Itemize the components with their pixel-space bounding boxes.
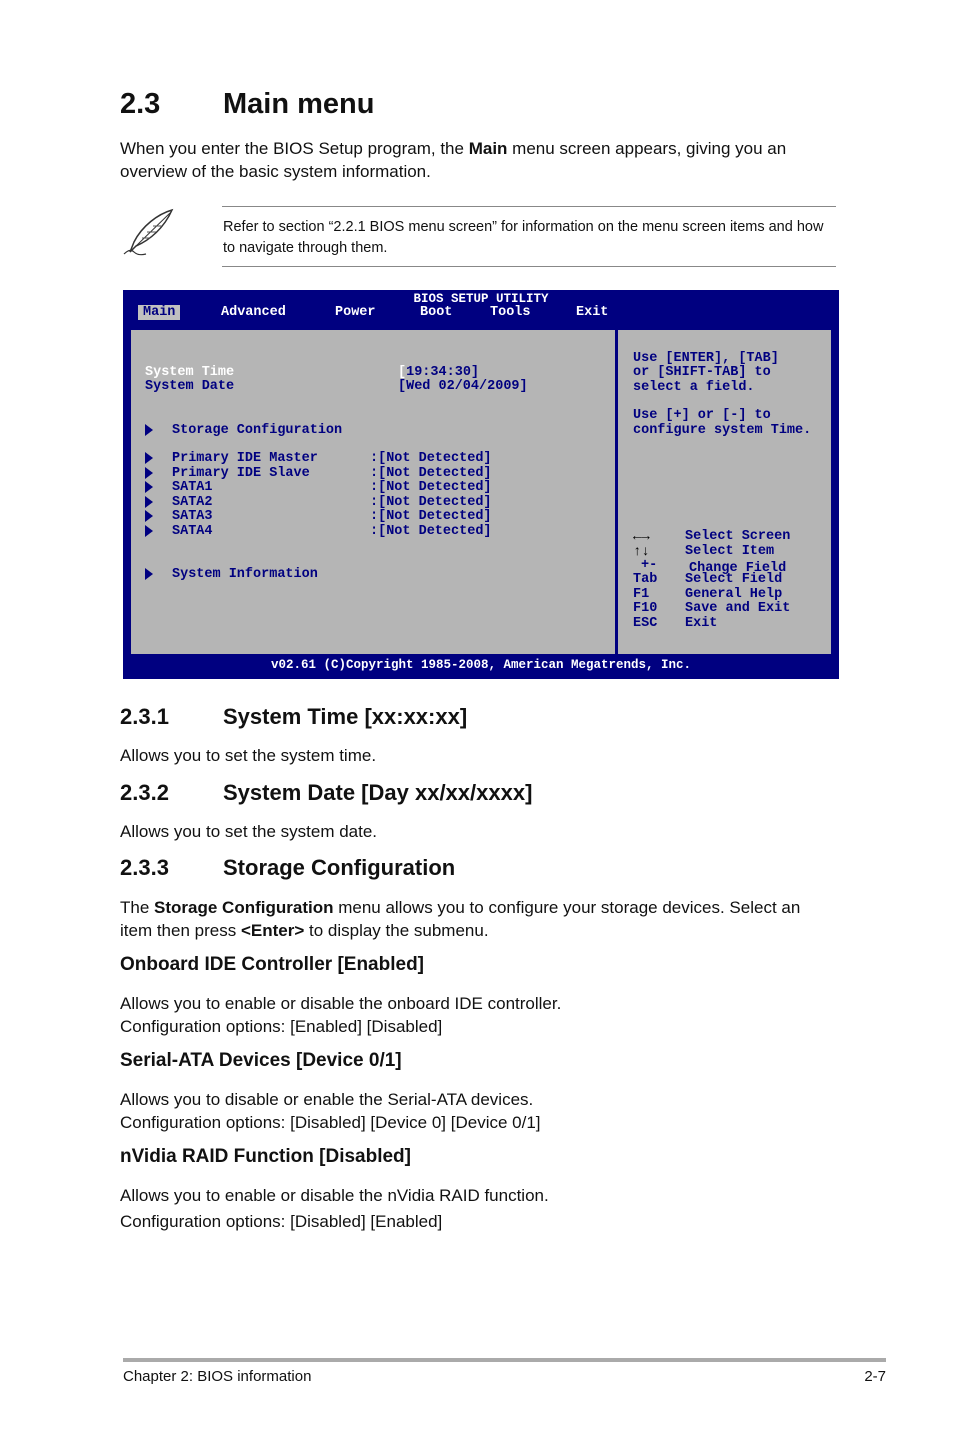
item-heading: nVidia RAID Function [Disabled] [120, 1146, 411, 1167]
bios-title: BIOS SETUP UTILITY [413, 292, 549, 306]
submenu-arrow-icon [145, 525, 153, 537]
key-desc: Exit [685, 616, 718, 631]
key-desc: Select Screen [685, 529, 791, 544]
key-desc: Select Item [685, 544, 775, 559]
quill-pen-icon [120, 208, 178, 258]
submenu-arrow-icon [145, 496, 153, 508]
subsection-heading: 2.3.3 Storage Configuration [120, 855, 456, 880]
section-number: 2.3 [120, 88, 161, 120]
device-label[interactable]: Primary IDE Slave [172, 466, 310, 481]
submenu-arrow-icon [145, 568, 153, 580]
note-box [110, 206, 836, 267]
device-value: :[Not Detected] [370, 480, 492, 495]
help-line: select a field. [633, 380, 755, 395]
item-heading: Onboard IDE Controller [Enabled] [120, 954, 425, 975]
bios-menu-exit[interactable]: Exit [576, 305, 609, 320]
note-text: Refer to section “2.2.1 BIOS menu screen” for information on the menu screen items and how to navigate through them. [223, 219, 824, 256]
device-label[interactable]: SATA2 [172, 495, 213, 510]
item-heading: Serial-ATA Devices [Device 0/1] [120, 1050, 402, 1071]
help-line: or [SHIFT-TAB] to [633, 365, 771, 380]
submenu-arrow-icon [145, 481, 153, 493]
footer-chapter: Chapter 2: BIOS information [123, 1368, 312, 1385]
device-value: :[Not Detected] [370, 451, 492, 466]
up-down-arrows-icon: ↑↓ [633, 544, 650, 560]
bios-menu-main[interactable]: Main [138, 305, 180, 320]
subsection-heading: 2.3.1 System Time [xx:xx:xx] [120, 704, 468, 729]
subsection-heading: 2.3.2 System Date [Day xx/xx/xxxx] [120, 780, 533, 805]
system-time-value[interactable]: [19:34:30] [398, 365, 480, 380]
intro-paragraph: When you enter the BIOS Setup program, the Main menu screen appears, giving you an overview of the basic system information. [120, 139, 787, 181]
subsection-text: Allows you to set the system date. [120, 822, 378, 841]
device-value: :[Not Detected] [370, 495, 492, 510]
plus-minus-key: +- [641, 558, 658, 573]
key-label: Tab [633, 572, 658, 587]
submenu-arrow-icon [145, 467, 153, 479]
system-date-value[interactable]: [Wed 02/04/2009] [398, 379, 528, 394]
footer-page-number: 2-7 [864, 1368, 886, 1385]
device-label[interactable]: SATA1 [172, 480, 213, 495]
submenu-arrow-icon [145, 424, 153, 436]
item-options: Configuration options: [Disabled] [Device 0] [Device 0/1] [120, 1113, 541, 1132]
item-options: Configuration options: [Enabled] [Disabled] [120, 1017, 443, 1036]
device-label[interactable]: SATA3 [172, 509, 213, 524]
submenu-arrow-icon [145, 510, 153, 522]
bios-screen [123, 290, 839, 679]
bios-panel [128, 327, 834, 657]
subsection-text: Allows you to set the system time. [120, 746, 377, 765]
item-text: Allows you to disable or enable the Serial-ATA devices. [120, 1090, 534, 1109]
submenu-arrow-icon [145, 452, 153, 464]
key-desc: Select Field [685, 572, 783, 587]
device-value: :[Not Detected] [370, 524, 492, 539]
bios-menu-boot[interactable]: Boot [420, 305, 453, 320]
help-line: Use [ENTER], [TAB] [633, 351, 779, 366]
item-text: Allows you to enable or disable the onboard IDE controller. [120, 994, 562, 1013]
section-title: Main menu [223, 88, 375, 120]
item-text: Allows you to enable or disable the nVidia RAID function. [120, 1186, 549, 1205]
storage-paragraph: The Storage Configuration menu allows you to configure your storage devices. Select an item then press <Enter> to display the submenu. [120, 898, 801, 940]
key-label: F1 [633, 587, 650, 602]
device-label[interactable]: Primary IDE Master [172, 451, 318, 466]
help-line: Use [+] or [-] to [633, 408, 771, 423]
bios-copyright: v02.61 (C)Copyright 1985-2008, American Megatrends, Inc. [270, 658, 692, 672]
section-heading [120, 88, 374, 121]
storage-config-item[interactable]: Storage Configuration [172, 423, 343, 438]
system-time-label[interactable]: System Time [145, 365, 235, 380]
bios-menu-advanced[interactable]: Advanced [221, 305, 286, 320]
left-right-arrows-icon: ←→ [633, 529, 650, 545]
help-line: configure system Time. [633, 423, 812, 438]
key-desc: General Help [685, 587, 783, 602]
bios-menu-power[interactable]: Power [335, 305, 376, 320]
device-label[interactable]: SATA4 [172, 524, 213, 539]
key-desc: Change Field [689, 561, 787, 576]
system-info-item[interactable]: System Information [172, 567, 318, 582]
key-label: ESC [633, 616, 658, 631]
key-desc: Save and Exit [685, 601, 791, 616]
device-value: :[Not Detected] [370, 466, 492, 481]
item-options: Configuration options: [Disabled] [Enabled] [120, 1212, 443, 1231]
key-label: F10 [633, 601, 658, 616]
bios-menu-tools[interactable]: Tools [490, 305, 531, 320]
system-date-label[interactable]: System Date [145, 379, 235, 394]
device-value: :[Not Detected] [370, 509, 492, 524]
footer-rule [123, 1358, 886, 1362]
